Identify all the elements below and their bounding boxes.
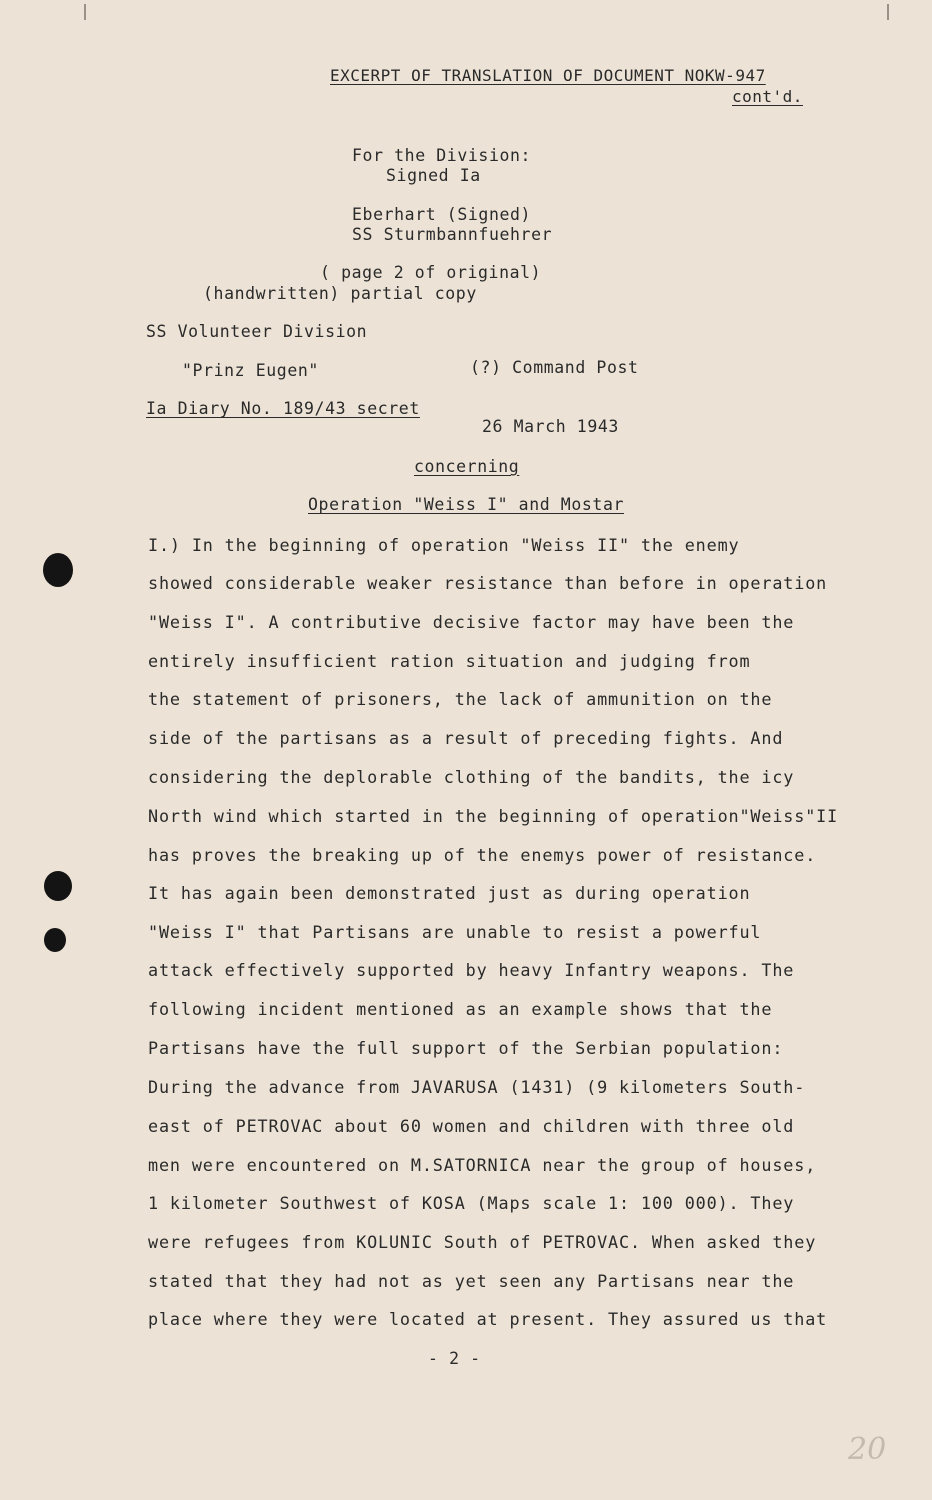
document-date: 26 March 1943 (482, 417, 619, 436)
division-name: SS Volunteer Division (146, 322, 368, 341)
original-page-note: ( page 2 of original) (320, 263, 542, 282)
body-line: following incident mentioned as an example shows that the (148, 999, 773, 1019)
body-line: "Weiss I" that Partisans are unable to resist a powerful (148, 922, 762, 942)
document-title: EXCERPT OF TRANSLATION OF DOCUMENT NOKW-947 (330, 66, 766, 85)
body-line: side of the partisans as a result of preceding fights. And (148, 728, 784, 748)
concerning-heading: concerning (414, 457, 520, 476)
signer-name: Eberhart (Signed) (352, 205, 532, 224)
body-line: the statement of prisoners, the lack of ammunition on the (148, 689, 773, 709)
operation-heading: Operation "Weiss I" and Mostar (308, 495, 625, 514)
page-number: - 2 - (428, 1349, 481, 1368)
command-post: (?) Command Post (470, 358, 639, 377)
for-division-line: For the Division: (352, 146, 532, 165)
body-line: were refugees from KOLUNIC South of PETROVAC. When asked they (148, 1232, 817, 1252)
body-line: 1 kilometer Southwest of KOSA (Maps scale 1: 100 000). They (148, 1193, 795, 1213)
pencil-annotation: 20 (848, 1432, 887, 1467)
body-line: North wind which started in the beginning of operation"Weiss"II (148, 806, 839, 826)
continued-label: cont'd. (732, 87, 803, 106)
punch-hole-middle (44, 871, 72, 901)
body-line: stated that they had not as yet seen any Partisans near the (148, 1271, 795, 1291)
body-line: east of PETROVAC about 60 women and children with three old (148, 1116, 795, 1136)
body-line: Partisans have the full support of the Serbian population: (148, 1038, 784, 1058)
body-line: considering the deplorable clothing of the bandits, the icy (148, 767, 795, 787)
division-prinz-eugen: "Prinz Eugen" (182, 361, 319, 380)
body-line: During the advance from JAVARUSA (1431) (9 kilometers South- (148, 1077, 806, 1097)
punch-hole-top (43, 553, 73, 587)
body-line: men were encountered on M.SATORNICA near the group of houses, (148, 1155, 817, 1175)
body-line: showed considerable weaker resistance than before in operation (148, 573, 828, 593)
body-line: attack effectively supported by heavy Infantry weapons. The (148, 960, 795, 980)
partial-copy-note: (handwritten) partial copy (203, 284, 477, 303)
body-line: has proves the breaking up of the enemys power of resistance. (148, 845, 817, 865)
body-line: I.) In the beginning of operation "Weiss II" the enemy (148, 535, 740, 555)
signer-rank: SS Sturmbannfuehrer (352, 225, 553, 244)
body-line: "Weiss I". A contributive decisive factor may have been the (148, 612, 795, 632)
edge-mark-right (887, 4, 889, 20)
edge-mark-left (84, 4, 86, 20)
signed-ia-line: Signed Ia (386, 166, 481, 185)
body-line: It has again been demonstrated just as during operation (148, 883, 751, 903)
punch-hole-bottom (44, 928, 66, 952)
body-line: entirely insufficient ration situation and judging from (148, 651, 751, 671)
body-line: place where they were located at present. They assured us that (148, 1309, 828, 1329)
diary-reference: Ia Diary No. 189/43 secret (146, 399, 420, 418)
